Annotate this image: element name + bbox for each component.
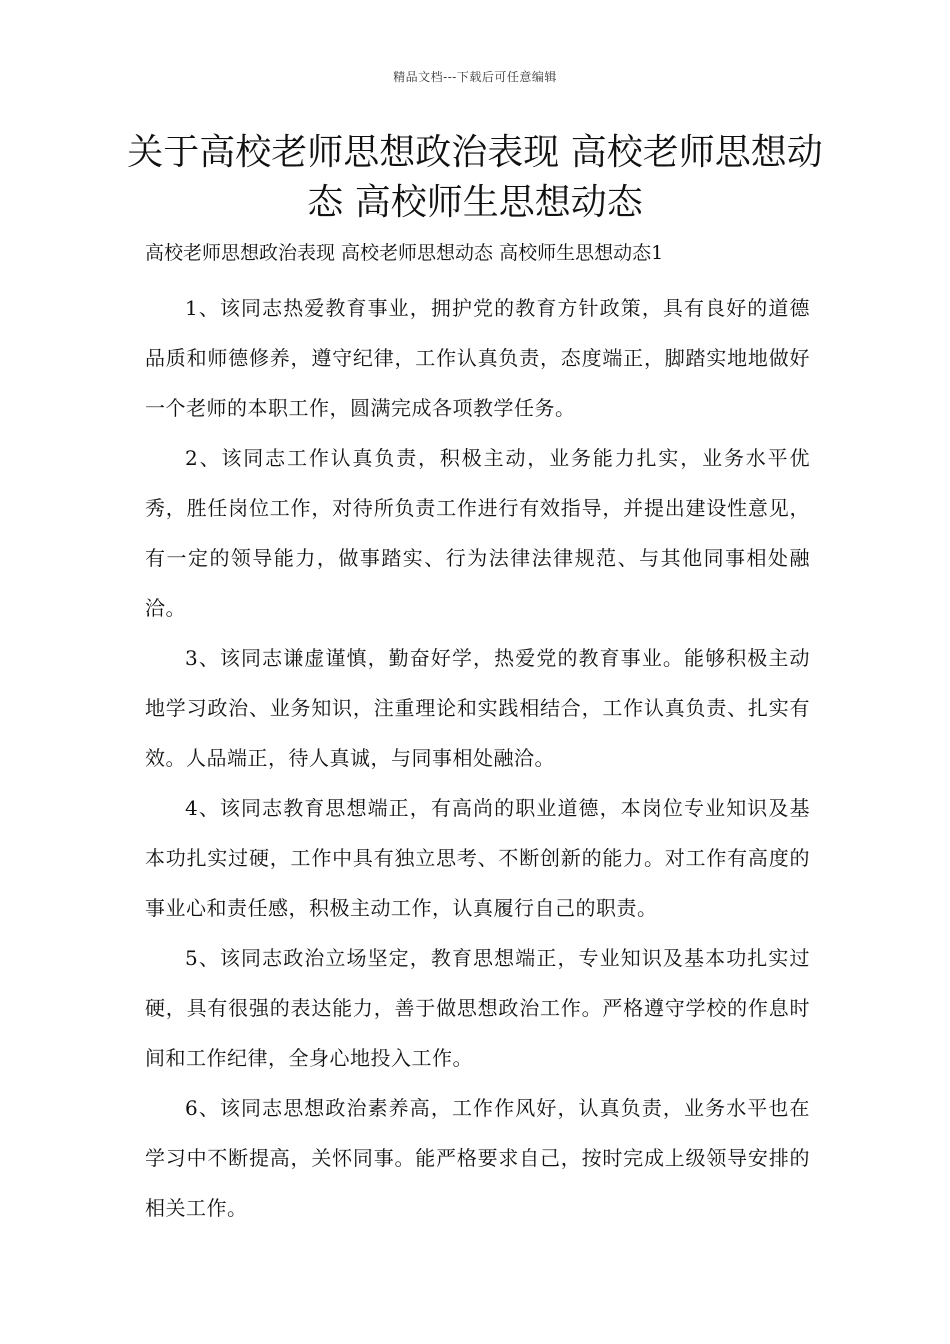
header-note: 精品文档---下载后可任意编辑: [393, 70, 557, 84]
document-body: [145, 283, 810, 1233]
paragraph-4: 4、该同志教育思想端正，有高尚的职业道德，本岗位专业知识及基本功扎实过硬，工作中具有独立思考、不断创新的能力。对工作有高度的事业心和责任感，积极主动工作，认真履行自己的职责。: [145, 796, 810, 920]
paragraph-6: 6、该同志思想政治素养高，工作作风好，认真负责，业务水平也在学习中不断提高，关怀同事。能严格要求自己，按时完成上级领导安排的相关工作。: [145, 1096, 810, 1220]
paragraph-2: 2、该同志工作认真负责，积极主动，业务能力扎实，业务水平优秀，胜任岗位工作，对待所负责工作进行有效指导，并提出建设性意见，有一定的领导能力，做事踏实、行为法律法律规范、与其他同事相处融洽。: [145, 446, 810, 620]
paragraph-1: 1、该同志热爱教育事业，拥护党的教育方针政策，具有良好的道德品质和师德修养，遵守纪律，工作认真负责，态度端正，脚踏实地地做好一个老师的本职工作，圆满完成各项教学任务。: [145, 296, 810, 420]
document-title: 关于高校老师思想政治表现 高校老师思想动态 高校师生思想动态: [127, 132, 823, 223]
document-subtitle: 高校老师思想政治表现 高校老师思想动态 高校师生思想动态1: [145, 242, 664, 264]
paragraph-3: 3、该同志谦虚谨慎，勤奋好学，热爱党的教育事业。能够积极主动地学习政治、业务知识，注重理论和实践相结合，工作认真负责、扎实有效。人品端正，待人真诚，与同事相处融洽。: [145, 646, 810, 770]
paragraph-5: 5、该同志政治立场坚定，教育思想端正，专业知识及基本功扎实过硬，具有很强的表达能力，善于做思想政治工作。严格遵守学校的作息时间和工作纪律，全身心地投入工作。: [145, 946, 810, 1070]
